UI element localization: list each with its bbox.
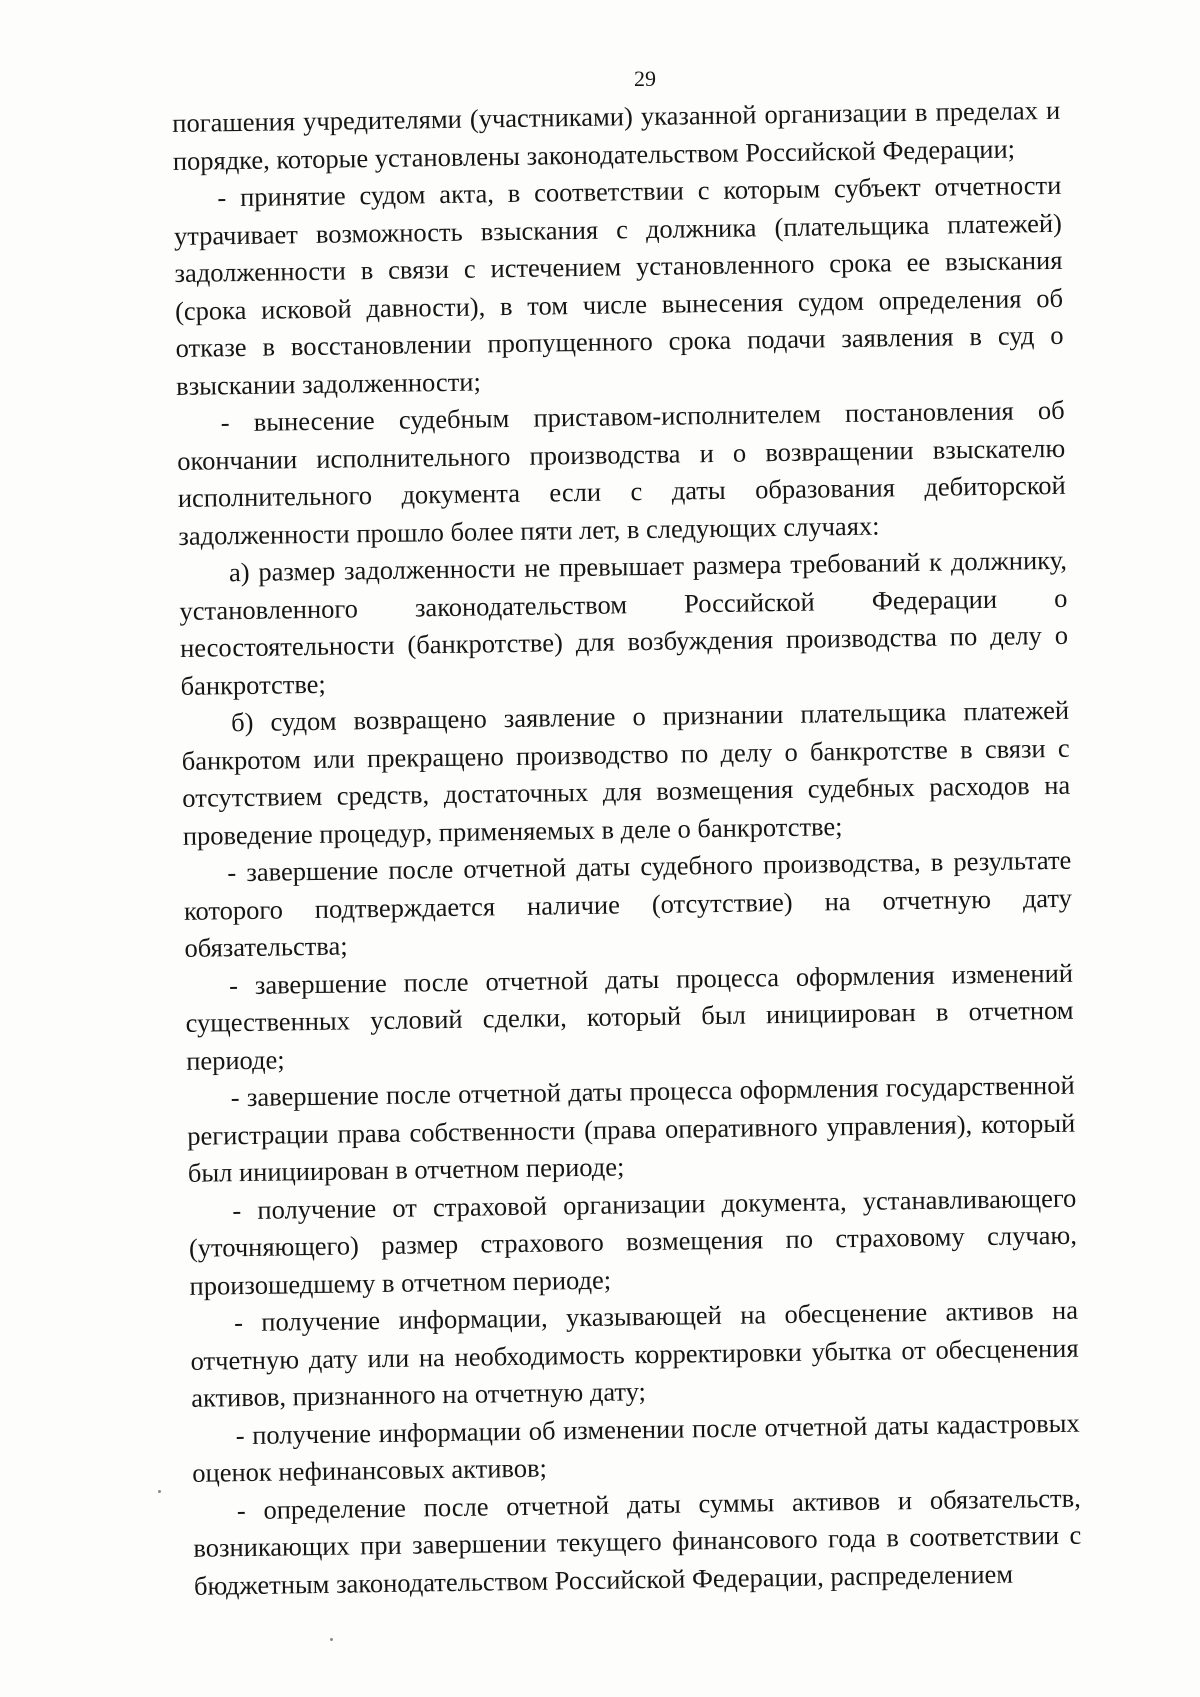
paragraph-continuation: погашения учредителями (участниками) указанной организации в пределах и порядке, которые установлены законодательством Российской Федерации;	[172, 94, 1061, 176]
paragraph-impairment-info: - получение информации, указывающей на обесценение активов на отчетную дату или на необходимость корректировки убытка от обесценения активов, признанного на отчетную дату;	[190, 1294, 1079, 1413]
scan-speck	[330, 1638, 333, 1641]
page-number: 29	[634, 66, 656, 91]
paragraph-court-act: - принятие судом акта, в соответствии с которым субъект отчетности утрачивает возможность взыскания с должника (плательщика платежей) задолженности в связи с истечением установленного срока ее взыскания (срока исковой давности), в том числе вынесения судом определения об отказе в восстановлении пропущенного срока подачи заявления в суд о взыскании задолженности;	[173, 169, 1064, 401]
paragraph-case-a: а) размер задолженности не превышает размера требований к должнику, установленного законодательством Российской Федерации о несостоятельности (банкротстве) для возбуждения производства по делу о банкротстве;	[179, 544, 1069, 701]
paragraph-court-proceedings: - завершение после отчетной даты судебного производства, в результате которого подтверждается наличие (отсутствие) на отчетную дату обязательства;	[183, 844, 1073, 963]
paragraph-state-registration: - завершение после отчетной даты процесса оформления государственной регистрации права собственности (права оперативного управления), который был инициирован в отчетном периоде;	[187, 1069, 1076, 1188]
paragraph-cadastral-valuation: - получение информации об изменении после отчетной даты кадастровых оценок нефинансовых активов;	[192, 1407, 1080, 1488]
paragraph-deal-terms: - завершение после отчетной даты процесса оформления изменений существенных условий сделки, который был инициирован в отчетном периоде;	[185, 957, 1074, 1076]
paragraph-assets-liabilities: - определение после отчетной даты суммы активов и обязательств, возникающих при завершении текущего финансового года в соответствии с бюджетным законодательством Российской Федерации, распределением	[193, 1482, 1082, 1601]
paragraph-bailiff-resolution: - вынесение судебным приставом-исполнителем постановления об окончании исполнительного производства и о возвращении взыскателю исполнительного документа если с даты образования дебиторской задолженности прошло более пяти лет, в следующих случаях:	[177, 394, 1066, 551]
document-body	[172, 92, 1082, 1605]
paragraph-case-b: б) судом возвращено заявление о признании плательщика платежей банкротом или прекращено производство по делу о банкротстве в связи с отсутствием средств, достаточных для возмещения судебных расходов на проведение процедур, применяемых в деле о банкротстве;	[181, 694, 1071, 851]
scan-speck	[158, 1490, 161, 1493]
paragraph-insurance-document: - получение от страховой организации документа, устанавливающего (уточняющего) размер страхового возмещения по страховому случаю, произошедшему в отчетном периоде;	[188, 1182, 1078, 1301]
